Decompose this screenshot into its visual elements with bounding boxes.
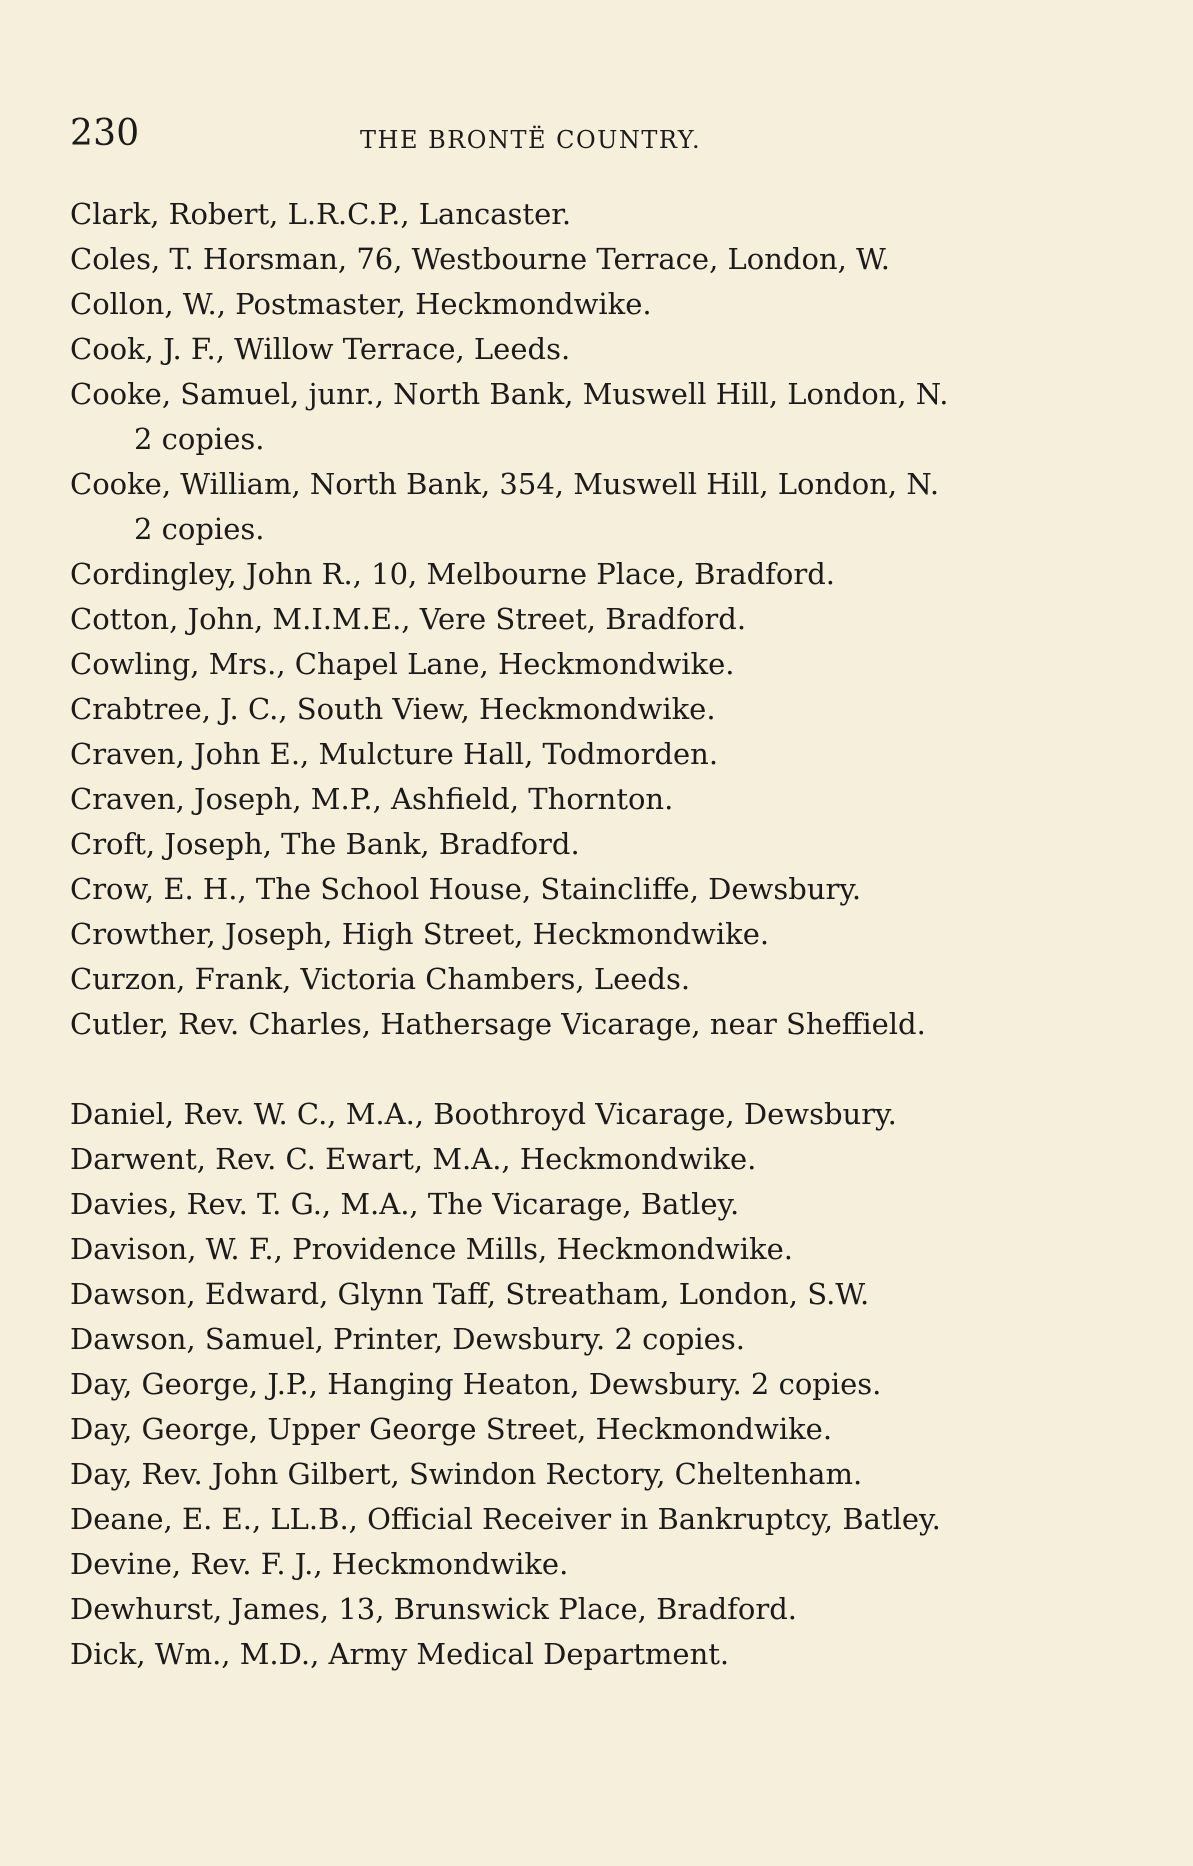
list-item: Croft, Joseph, The Bank, Bradford.	[70, 827, 580, 861]
list-item: Cooke, William, North Bank, 354, Muswell Hill, London, N.	[70, 467, 940, 501]
list-item: Cowling, Mrs., Chapel Lane, Heckmondwike.	[70, 647, 735, 681]
list-item: Day, Rev. John Gilbert, Swindon Rectory, Cheltenham.	[70, 1457, 863, 1491]
page-header	[70, 112, 1115, 162]
list-item: Craven, John E., Mulcture Hall, Todmorden.	[70, 737, 719, 771]
list-item: Clark, Robert, L.R.C.P., Lancaster.	[70, 197, 572, 231]
list-item: Dawson, Samuel, Printer, Dewsbury. 2 copies.	[70, 1322, 745, 1356]
list-item: Cutler, Rev. Charles, Hathersage Vicarage, near Sheffield.	[70, 1007, 926, 1041]
list-item: Cook, J. F., Willow Terrace, Leeds.	[70, 332, 571, 366]
list-item: Devine, Rev. F. J., Heckmondwike.	[70, 1547, 569, 1581]
list-item: Dawson, Edward, Glynn Taff, Streatham, London, S.W.	[70, 1277, 870, 1311]
list-item: Curzon, Frank, Victoria Chambers, Leeds.	[70, 962, 691, 996]
list-item: Day, George, J.P., Hanging Heaton, Dewsbury. 2 copies.	[70, 1367, 882, 1401]
page-number: 230	[70, 113, 140, 154]
list-item: Dewhurst, James, 13, Brunswick Place, Bradford.	[70, 1592, 797, 1626]
list-item: Davison, W. F., Providence Mills, Heckmondwike.	[70, 1232, 793, 1266]
list-item: Crow, E. H., The School House, Staincliffe, Dewsbury.	[70, 872, 862, 906]
section-gap	[70, 1047, 1030, 1092]
list-item: Deane, E. E., LL.B., Official Receiver in Bankruptcy, Batley.	[70, 1502, 941, 1536]
list-item: Coles, T. Horsman, 76, Westbourne Terrace, London, W.	[70, 242, 891, 276]
list-item: Daniel, Rev. W. C., M.A., Boothroyd Vicarage, Dewsbury.	[70, 1097, 897, 1131]
list-item: Davies, Rev. T. G., M.A., The Vicarage, Batley.	[70, 1187, 740, 1221]
list-item: Crowther, Joseph, High Street, Heckmondwike.	[70, 917, 770, 951]
list-item: Cooke, Samuel, junr., North Bank, Muswell Hill, London, N.	[70, 377, 949, 411]
list-item: Darwent, Rev. C. Ewart, M.A., Heckmondwike.	[70, 1142, 757, 1176]
subscriber-list	[70, 192, 1030, 1677]
list-item: Day, George, Upper George Street, Heckmondwike.	[70, 1412, 833, 1446]
list-item: Crabtree, J. C., South View, Heckmondwike.	[70, 692, 716, 726]
list-item-continuation: 2 copies.	[134, 422, 265, 456]
list-item: Cotton, John, M.I.M.E., Vere Street, Bradford.	[70, 602, 747, 636]
list-item-continuation: 2 copies.	[134, 512, 265, 546]
list-item: Collon, W., Postmaster, Heckmondwike.	[70, 287, 652, 321]
running-title: THE BRONTË COUNTRY.	[360, 126, 702, 154]
list-item: Cordingley, John R., 10, Melbourne Place, Bradford.	[70, 557, 836, 591]
list-item: Craven, Joseph, M.P., Ashfield, Thornton.	[70, 782, 674, 816]
list-item: Dick, Wm., M.D., Army Medical Department.	[70, 1637, 730, 1671]
